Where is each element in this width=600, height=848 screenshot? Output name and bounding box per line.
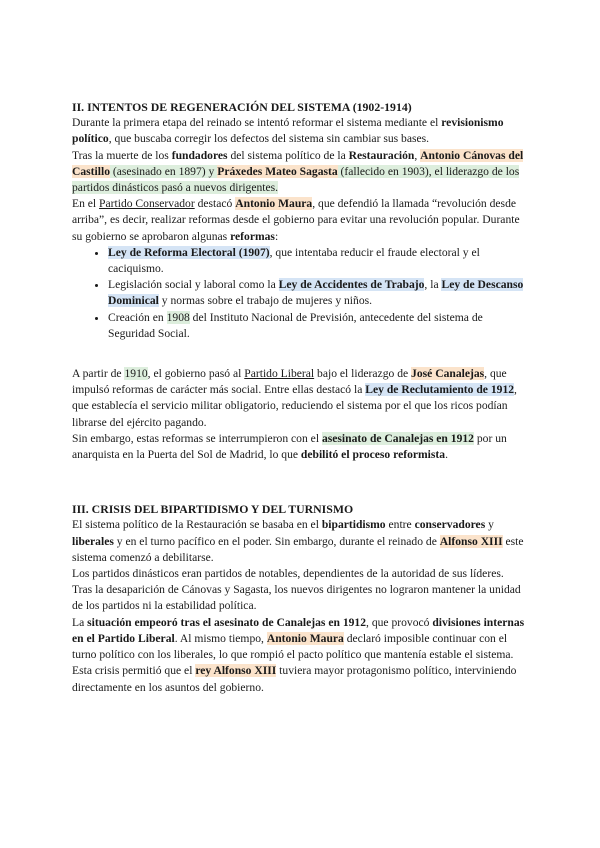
highlighted-text: Antonio Maura <box>235 197 313 211</box>
highlighted-text: Alfonso XIII <box>439 534 503 548</box>
text: Sin embargo, estas reformas se interrumpieron con el <box>72 431 322 445</box>
paragraph <box>72 517 532 566</box>
highlighted-text: asesinato de Canalejas en 1912 <box>321 431 474 445</box>
text: , que establecía el servicio militar obligatorio, reduciendo el sistema por el que los ricos podían librarse del ejército pagando. <box>72 383 517 429</box>
highlighted-text: 1910 <box>124 367 148 381</box>
highlighted-text: Antonio Maura <box>266 631 344 645</box>
highlighted-text: Ley de Accidentes de Trabajo <box>278 278 425 292</box>
text: declaró imposible continuar con el turno político con los liberales, lo que rompió el pacto político que mantenía estable el sistema. <box>72 631 514 662</box>
text: y <box>485 518 494 532</box>
paragraph <box>72 366 532 431</box>
text: Tras la muerte de los <box>72 148 172 162</box>
highlighted-text: Antonio Cánovas del Castillo <box>72 148 524 178</box>
text: este sistema comenzó a debilitarse. <box>72 534 524 564</box>
text: . <box>445 448 448 462</box>
list-item <box>108 310 532 342</box>
highlighted-text: Ley de Descanso Dominical <box>108 278 524 308</box>
text: por un anarquista en la Puerta del Sol de Madrid, lo que <box>72 431 507 462</box>
highlighted-text: Práxedes Mateo Sagasta <box>217 164 338 178</box>
text: del Instituto Nacional de Previsión, antecedente del sistema de Seguridad Social. <box>108 310 483 340</box>
highlighted-text: (fallecido en 1903), el liderazgo de los partidos dinásticos pasó a nuevos dirigentes. <box>72 164 520 195</box>
bold-text: reformas <box>230 229 275 243</box>
text: , el gobierno pasó al <box>147 367 245 381</box>
paragraph <box>72 196 532 245</box>
highlighted-text: rey Alfonso XIII <box>195 664 277 678</box>
bold-text: liberales <box>72 534 114 548</box>
text: entre <box>385 518 415 532</box>
text: La <box>72 615 88 629</box>
text: , que intentaba reducir el fraude electoral y el caciquismo. <box>108 245 480 276</box>
text: Esta crisis permitió que el <box>72 664 196 678</box>
paragraph <box>72 115 532 147</box>
underlined-text: Partido Liberal <box>244 367 315 381</box>
spacer <box>72 342 532 366</box>
paragraph <box>72 663 532 695</box>
text: y normas sobre el trabajo de mujeres y niños. <box>158 294 373 308</box>
text: : <box>274 229 279 243</box>
text: El sistema político de la Restauración se basaba en el <box>72 518 322 532</box>
document-page <box>72 99 532 696</box>
bold-text: Restauración <box>348 148 415 162</box>
text: , <box>414 148 421 162</box>
text: , la <box>424 278 442 292</box>
text: . Al mismo tiempo, <box>174 631 267 645</box>
text: del sistema político de la <box>227 148 349 162</box>
section-3-title: III. CRISIS DEL BIPARTIDISMO Y DEL TURNISMO <box>72 502 354 517</box>
highlighted-text: (asesinado en 1897) y <box>110 164 218 178</box>
bold-text: divisiones internas en el Partido Liberal <box>72 615 525 645</box>
list-item <box>108 277 532 309</box>
text: y en el turno pacífico en el poder. Sin embargo, durante el reinado de <box>113 534 440 548</box>
text: tuviera mayor protagonismo político, interviniendo directamente en los asuntos del gobierno. <box>72 664 517 694</box>
text: En el <box>72 197 100 211</box>
text: Legislación social y laboral como la <box>108 278 279 292</box>
spacer <box>72 463 532 501</box>
paragraph: Los partidos dinásticos eran partidos de notables, dependientes de la autoridad de sus líderes. <box>72 567 504 581</box>
bold-text: conservadores <box>414 518 486 532</box>
bold-text: revisionismo político <box>72 116 504 146</box>
paragraph <box>72 615 532 664</box>
text: , que defendió la llamada “revolución desde arriba”, es decir, realizar reformas desde el gobierno para evitar una revolución popular. Durante su gobierno se aprobaron algunas <box>72 197 520 243</box>
reform-list <box>72 245 532 342</box>
paragraph <box>72 431 532 463</box>
list-item <box>108 245 532 277</box>
paragraph: Tras la desaparición de Cánovas y Sagasta, los nuevos dirigentes no lograron mantener la unidad de los partidos ni la estabilidad política. <box>72 583 521 613</box>
bold-text: situación empeoró tras el asesinato de Canalejas en 1912 <box>87 615 367 629</box>
highlighted-text: José Canalejas <box>411 367 485 381</box>
bold-text: fundadores <box>171 148 228 162</box>
text: destacó <box>194 197 236 211</box>
text: , que impulsó reformas de carácter más social. Entre ellas destacó la <box>72 367 507 397</box>
text: Creación en <box>108 310 167 324</box>
section-2-title: II. INTENTOS DE REGENERACIÓN DEL SISTEMA (1902-1914) <box>72 100 412 114</box>
highlighted-text: Ley de Reforma Electoral (1907) <box>108 245 270 259</box>
text: A partir de <box>72 367 125 381</box>
bold-text: debilitó el proceso reformista <box>300 448 446 462</box>
highlighted-text: 1908 <box>166 310 190 324</box>
text: , que buscaba corregir los defectos del sistema sin cambiar sus bases. <box>108 132 430 146</box>
paragraph <box>72 148 532 197</box>
bold-text: bipartidismo <box>321 518 386 532</box>
text: Durante la primera etapa del reinado se intentó reformar el sistema mediante el <box>72 116 442 130</box>
text: , que provocó <box>366 615 433 629</box>
underlined-text: Partido Conservador <box>99 197 195 211</box>
text: bajo el liderazgo de <box>314 367 412 381</box>
highlighted-text: Ley de Reclutamiento de 1912 <box>365 383 515 397</box>
